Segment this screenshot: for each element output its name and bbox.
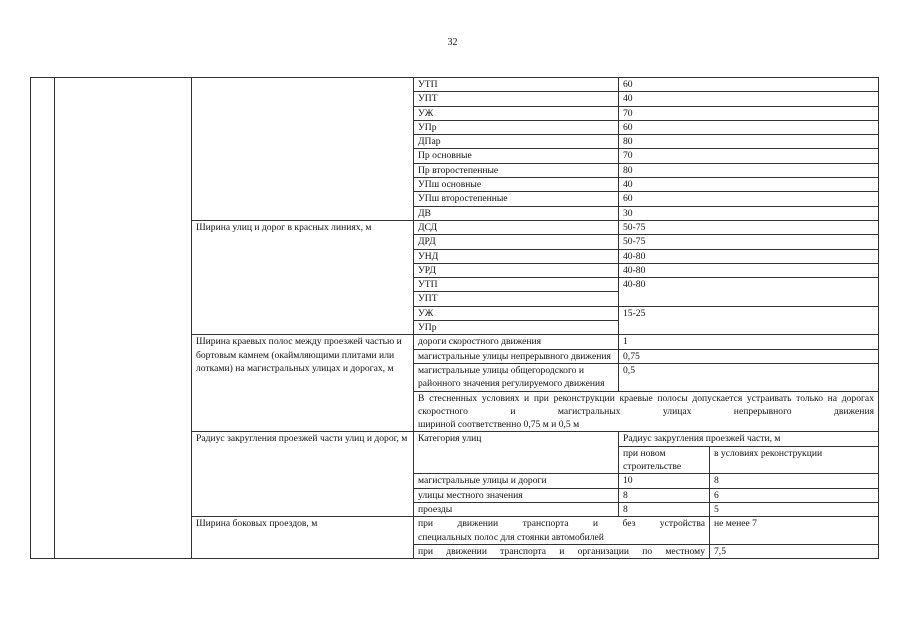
edge-strip-value: 1 <box>619 335 879 349</box>
edge-strip-category: дороги скоростного движения <box>414 335 619 349</box>
speed-value: 60 <box>619 192 879 206</box>
speed-value: 70 <box>619 149 879 163</box>
road-category-code: УРД <box>414 263 619 277</box>
edge-strips-note <box>414 391 879 432</box>
radius-new: 8 <box>619 488 710 502</box>
edge-strips-note-last-line: шириной соответственно 0,75 м и 0,5 м <box>418 419 580 431</box>
width-value: 50-75 <box>619 235 879 249</box>
road-category-code: ДРД <box>414 235 619 249</box>
road-category-code: ДСД <box>414 220 619 234</box>
road-category-code: УПш основные <box>414 178 619 192</box>
road-category-code: УПр <box>414 321 619 335</box>
street-category: проезды <box>414 502 619 516</box>
speed-label-cell <box>192 78 414 221</box>
radius-reconstruction: 5 <box>710 502 879 516</box>
road-category-code: Пр второстепенные <box>414 163 619 177</box>
page-number: 32 <box>447 37 458 48</box>
road-category-code: УТП <box>414 278 619 292</box>
width-value: 40-80 <box>619 263 879 277</box>
edge-strips-label: Ширина краевых полос между проезжей частью и бортовым камнем (окаймляющими плитами или лотками) на магистральных улицах и дорогах, м <box>192 335 414 432</box>
blank-column-2 <box>55 78 192 559</box>
width-value: 40-80 <box>619 249 879 263</box>
radius-new: 10 <box>619 474 710 488</box>
category-header: Категория улиц <box>414 432 619 474</box>
side-road-condition-line-1: при движении транспорта и организации по местному <box>418 545 705 557</box>
side-road-condition-line-1: при движении транспорта и без устройства <box>418 518 705 530</box>
street-width-label: Ширина улиц и дорог в красных линиях, м <box>192 220 414 334</box>
width-value: 50-75 <box>619 220 879 234</box>
side-road-condition <box>414 544 710 558</box>
edge-strips-note-text: В стесненных условиях и при реконструкции краевые полосы допускается устраивать только на дорогах скоростного и магистральных улицах непрерывного движения <box>418 392 874 417</box>
edge-strip-category: магистральные улицы общегородского и районного значения регулируемого движения <box>414 363 619 391</box>
road-category-code: ДПар <box>414 135 619 149</box>
speed-value: 80 <box>619 163 879 177</box>
speed-row <box>31 78 879 92</box>
radius-reconstruction: 8 <box>710 474 879 488</box>
side-road-condition-line-2: специальных полос для стоянки автомобилей <box>418 531 604 543</box>
blank-column-1 <box>31 78 55 559</box>
speed-value: 30 <box>619 206 879 220</box>
road-category-code: УПш второстепенные <box>414 192 619 206</box>
speed-value: 80 <box>619 135 879 149</box>
radius-new: 8 <box>619 502 710 516</box>
road-category-code: УПТ <box>414 92 619 106</box>
road-category-code: УЖ <box>414 106 619 120</box>
road-category-code: ДВ <box>414 206 619 220</box>
street-category: улицы местного значения <box>414 488 619 502</box>
side-road-condition <box>414 517 710 545</box>
road-category-code: УПТ <box>414 292 619 306</box>
speed-value: 40 <box>619 92 879 106</box>
road-category-code: УЖ <box>414 306 619 320</box>
side-roads-label: Ширина боковых проездов, м <box>192 517 414 559</box>
reconstruction-header: в условиях реконструкции <box>710 446 879 474</box>
edge-strip-value: 0,5 <box>619 363 879 391</box>
road-category-code: УНД <box>414 249 619 263</box>
curb-radius-label: Радиус закругления проезжей части улиц и дорог, м <box>192 432 414 517</box>
standards-table <box>30 77 879 559</box>
radius-reconstruction: 6 <box>710 488 879 502</box>
side-road-value: 7,5 <box>710 544 879 558</box>
side-road-value: не менее 7 <box>710 517 879 545</box>
edge-strip-category: магистральные улицы непрерывного движения <box>414 349 619 363</box>
road-category-code: УПр <box>414 120 619 134</box>
speed-value: 60 <box>619 120 879 134</box>
edge-strip-value: 0,75 <box>619 349 879 363</box>
radius-header: Радиус закругления проезжей части, м <box>619 432 879 446</box>
width-value: 40-80 <box>619 278 879 307</box>
speed-value: 70 <box>619 106 879 120</box>
road-category-code: УТП <box>414 78 619 92</box>
road-category-code: Пр основные <box>414 149 619 163</box>
speed-value: 60 <box>619 78 879 92</box>
street-category: магистральные улицы и дороги <box>414 474 619 488</box>
speed-value: 40 <box>619 178 879 192</box>
new-construction-header: при новом строительстве <box>619 446 710 474</box>
width-value: 15-25 <box>619 306 879 335</box>
